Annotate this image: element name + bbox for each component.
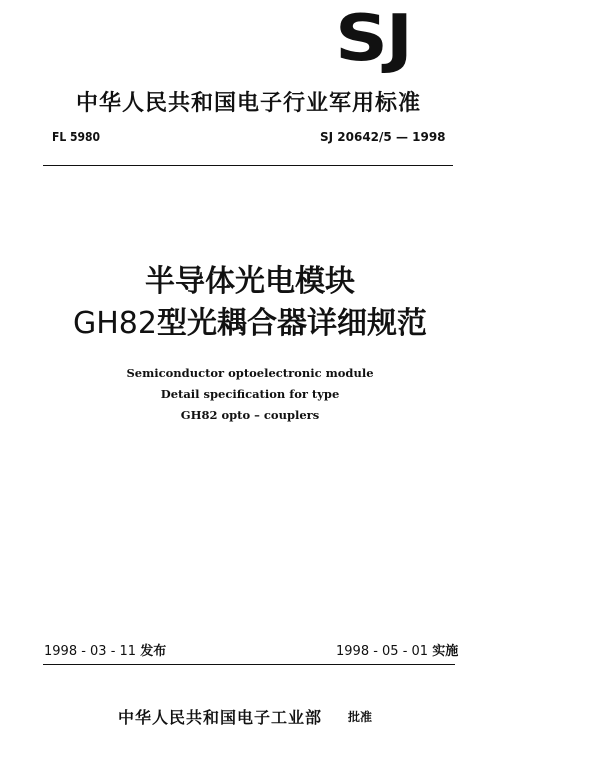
title-model: GH82 — [73, 306, 157, 341]
approved-label: 批准 — [348, 710, 373, 724]
sj-logo: SJ — [335, 2, 411, 76]
title-en-line2: Detail specification for type — [160, 387, 340, 401]
issue-date — [44, 640, 166, 659]
top-divider — [43, 165, 453, 166]
approving-authority: 中华人民共和国电子工业部 — [118, 708, 323, 727]
title-en-line3: GH82 opto – couplers — [180, 408, 320, 422]
title-cn-line2 — [40, 298, 460, 342]
classification-code: FL 5980 — [52, 130, 101, 144]
implementation-date — [336, 640, 458, 659]
title-cn-line1: 半导体光电模块 — [145, 264, 355, 299]
issue-label: 发布 — [140, 644, 167, 659]
title-en-line1: Semiconductor optoelectronic module — [126, 366, 374, 380]
issue-date-value: 1998 - 03 - 11 — [44, 644, 137, 659]
implementation-label: 实施 — [432, 644, 459, 659]
bottom-divider — [43, 664, 455, 665]
title-cn-line2-rest: 型光耦合器详细规范 — [156, 306, 427, 341]
standard-title: 中华人民共和国电子行业军用标准 — [76, 91, 422, 116]
implementation-date-value: 1998 - 05 - 01 — [336, 644, 429, 659]
standard-code: SJ 20642/5 — 1998 — [320, 130, 446, 144]
